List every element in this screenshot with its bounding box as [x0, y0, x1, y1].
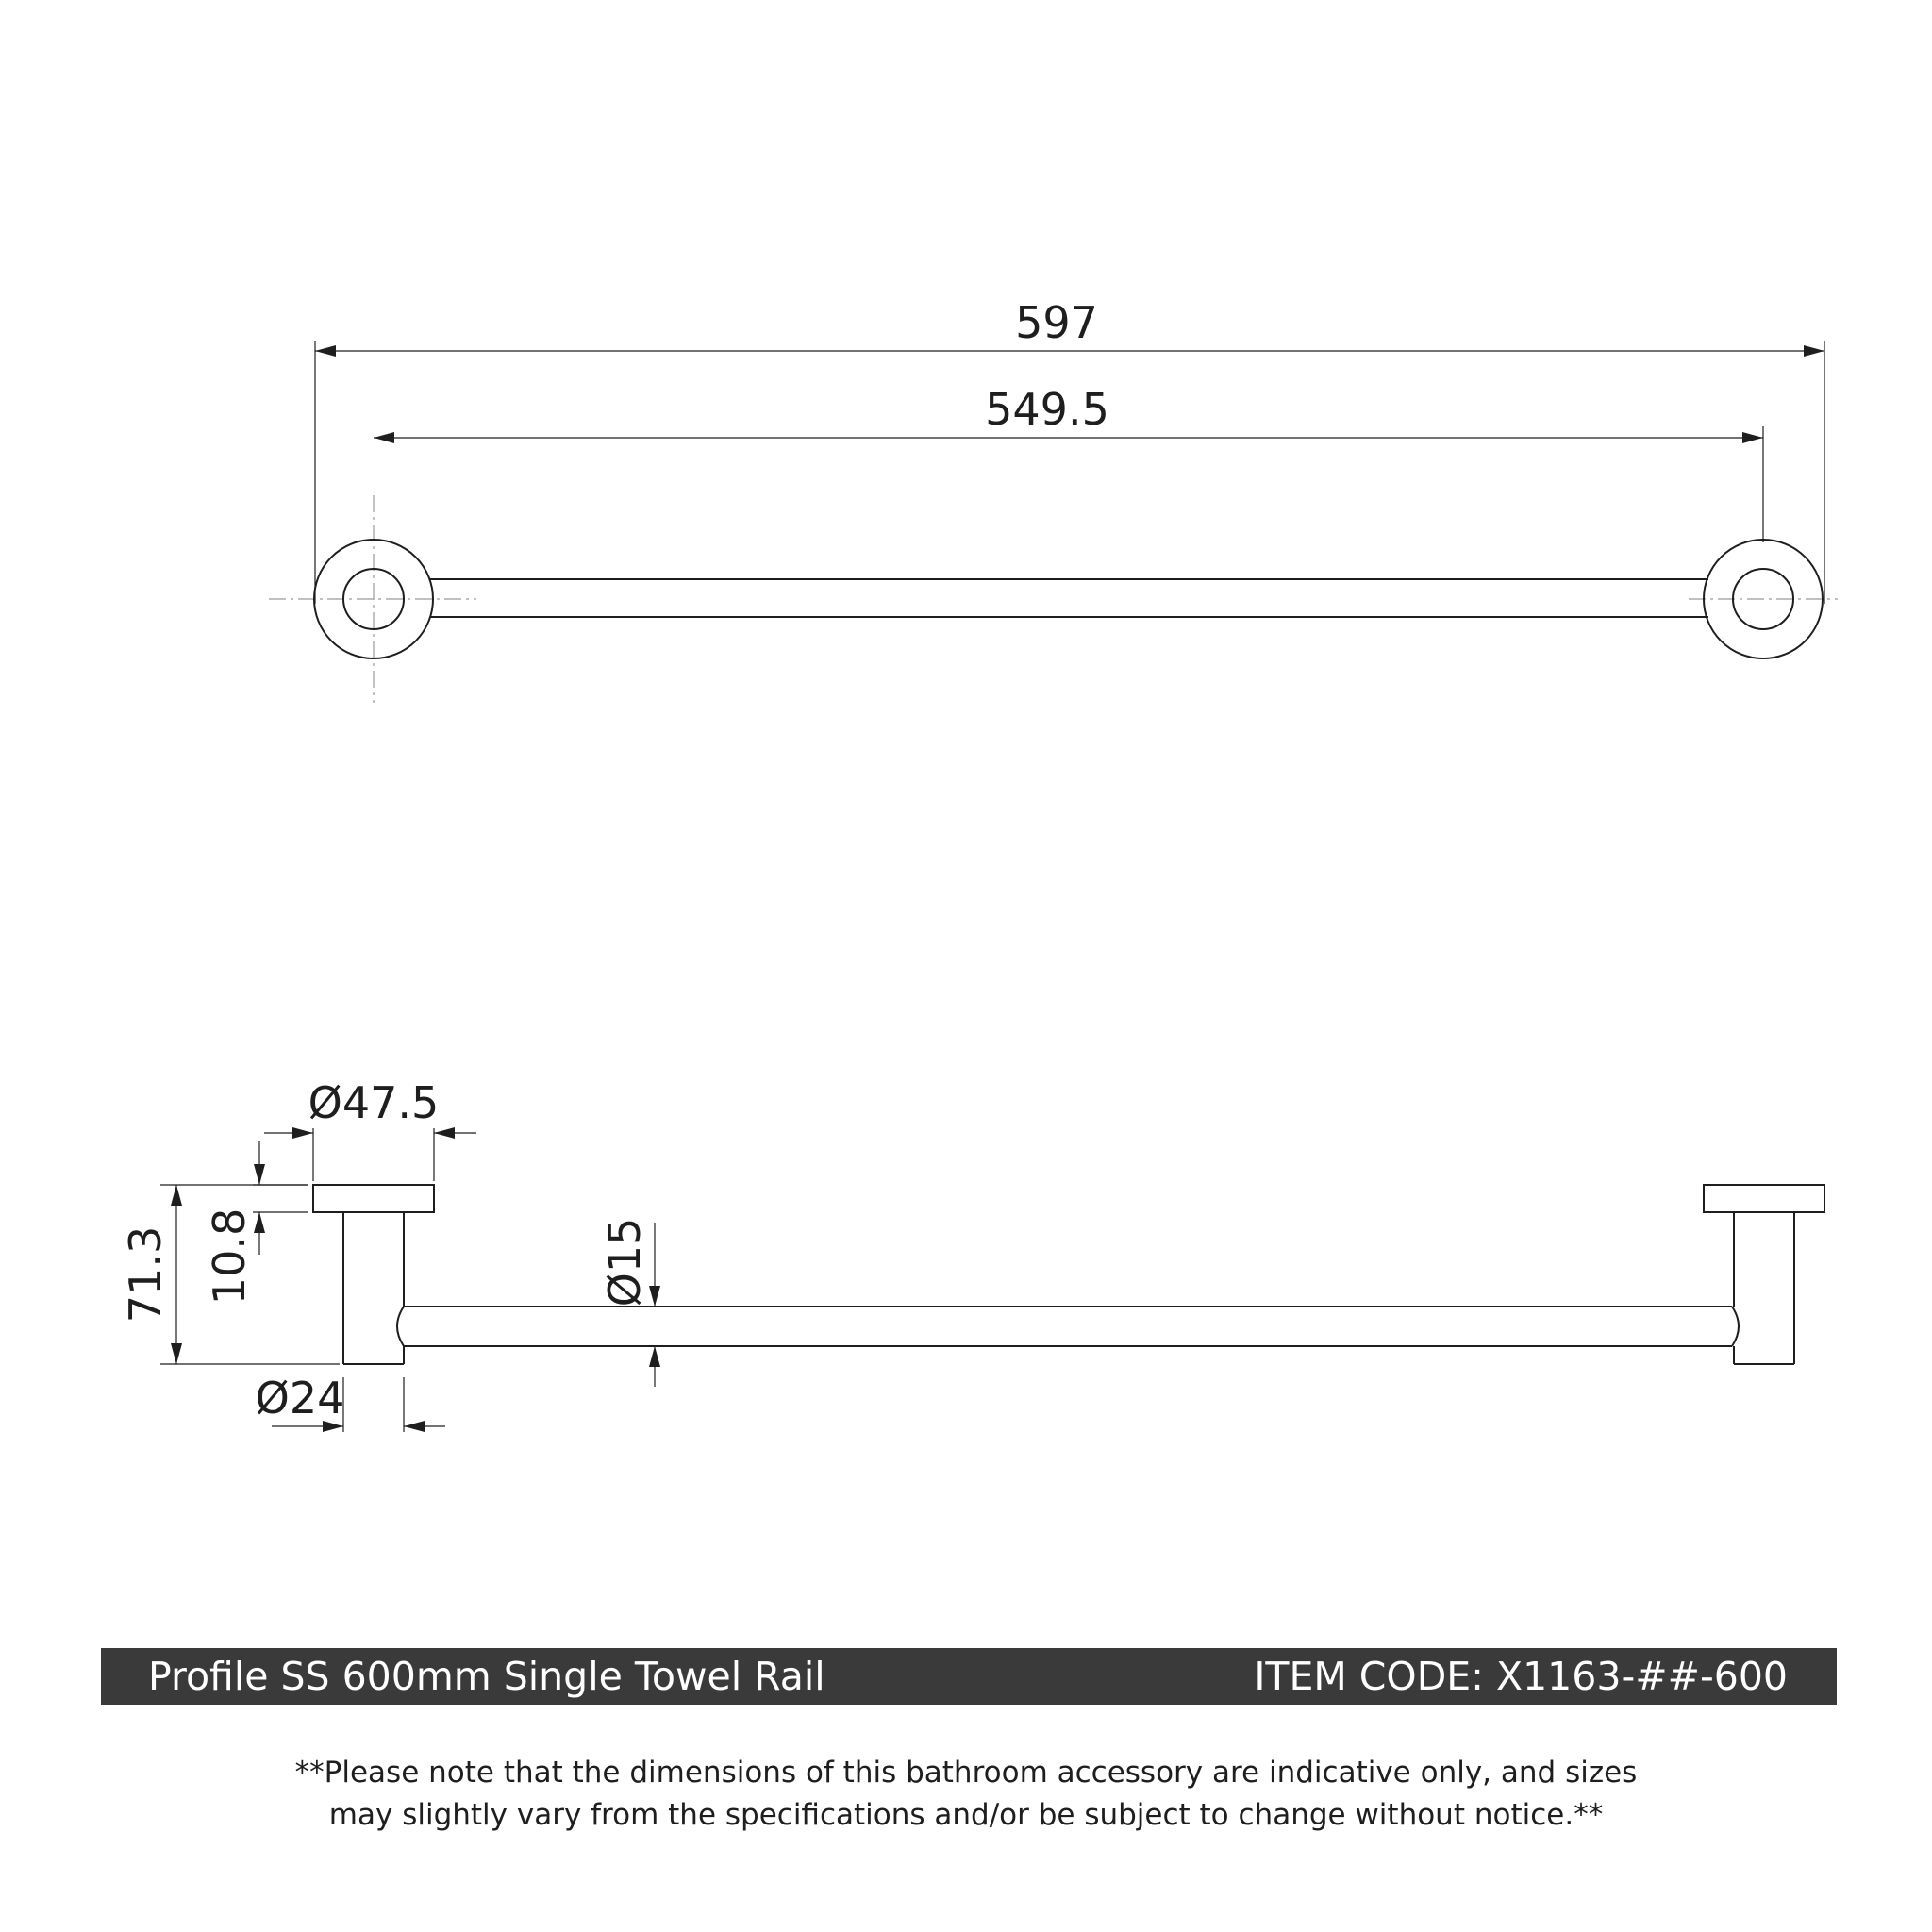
title-bar — [101, 1648, 1837, 1705]
dimension-flange-diameter — [264, 1077, 476, 1181]
dimension-centre-distance — [374, 384, 1763, 443]
left-flange-plate — [313, 1185, 434, 1212]
side-rail-right-end — [1732, 1307, 1739, 1346]
dimension-label-597: 597 — [1015, 297, 1098, 348]
item-code: ITEM CODE: X1163-##-600 — [1254, 1654, 1788, 1699]
disclaimer-line-2: may slightly vary from the specifications and/or be subject to change without notice.** — [328, 1798, 1604, 1832]
side-view — [120, 1077, 1824, 1432]
product-name: Profile SS 600mm Single Towel Rail — [148, 1654, 825, 1699]
dimension-label-projection: 71.3 — [120, 1225, 171, 1324]
disclaimer — [0, 1752, 1932, 1837]
dimension-label-rail-diameter: Ø15 — [599, 1217, 650, 1307]
dimension-overall-length — [315, 297, 1824, 357]
dimension-rail-diameter — [599, 1218, 660, 1387]
top-view — [269, 297, 1838, 703]
dimension-label-flange-diameter: Ø47.5 — [308, 1077, 440, 1128]
right-flange-plate — [1704, 1185, 1824, 1212]
dimension-post-diameter — [256, 1373, 445, 1432]
side-rail-left-end — [397, 1307, 404, 1346]
dimension-label-flange-thickness: 10.8 — [204, 1208, 255, 1306]
dimension-label-post-diameter: Ø24 — [255, 1373, 345, 1424]
dimension-flange-thickness — [204, 1141, 308, 1305]
dimension-label-549-5: 549.5 — [985, 384, 1109, 435]
disclaimer-line-1: **Please note that the dimensions of this bathroom accessory are indicative only, and sizes — [294, 1756, 1638, 1790]
